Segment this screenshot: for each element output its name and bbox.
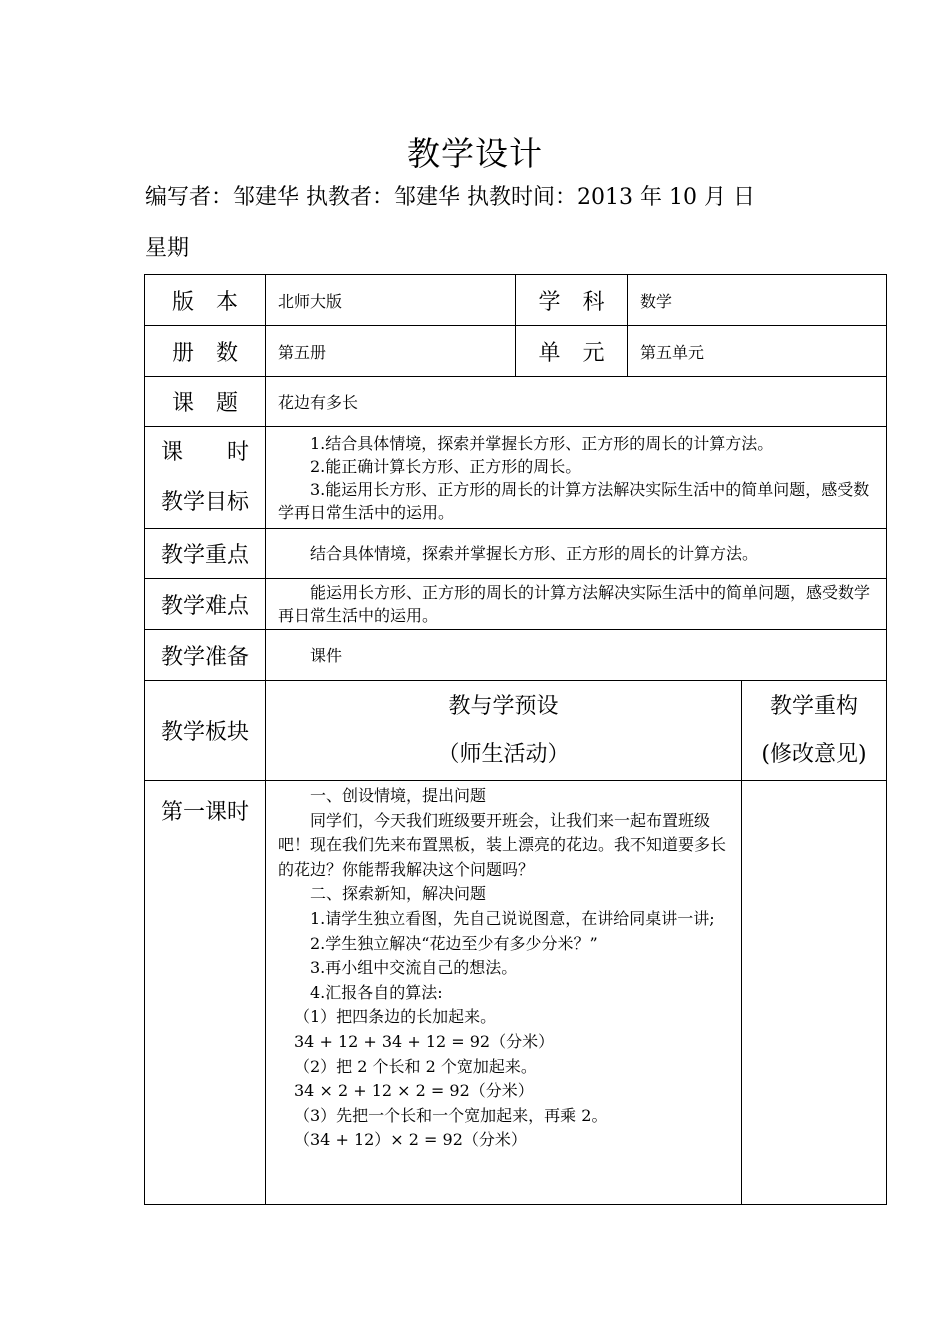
row-first-lesson	[145, 781, 887, 1205]
preparation-value	[266, 630, 887, 681]
goals-label-line1: 课 时	[160, 439, 249, 465]
difficulty-text: 能运用长方形、正方形的周长的计算方法解决实际生活中的简单问题，感受数学再日常生活中的运用。	[278, 583, 871, 625]
topic-label: 课 题	[145, 377, 266, 427]
lesson-line: 一、创设情境，提出问题	[310, 786, 487, 805]
goal-item: 2.能正确计算长方形、正方形的周长。	[310, 456, 582, 476]
row-preparation	[145, 630, 887, 681]
first-lesson-content	[266, 781, 742, 1205]
lesson-plan-table	[144, 274, 887, 1205]
author-line: 编写者：邹建华 执教者：邹建华 执教时间：2013 年 10 月 日	[145, 185, 755, 210]
lesson-line: 4.汇报各自的算法:	[310, 982, 443, 1002]
difficulty-value	[266, 579, 887, 630]
row-edition	[145, 275, 887, 326]
goal-item: 1.结合具体情境，探索并掌握长方形、正方形的周长的计算方法。	[310, 433, 774, 453]
lesson-line: （3）先把一个长和一个宽加起来，再乘 2。	[294, 1105, 608, 1125]
preparation-label: 教学准备	[145, 630, 266, 681]
goal-item: 3.能运用长方形、正方形的周长的计算方法解决实际生活中的简单问题，感受数学再日常生活中的运用。	[278, 479, 870, 522]
subject-label: 学 科	[516, 275, 628, 326]
rebuild-header-line2: (修改意见)	[761, 741, 867, 767]
unit-value: 第五单元	[628, 326, 887, 377]
preset-header-line1: 教与学预设	[448, 693, 559, 719]
row-difficulty	[145, 579, 887, 630]
lesson-line: 2.学生独立解决“花边至少有多少分米？”	[310, 933, 598, 953]
weekday-line: 星期	[145, 236, 190, 261]
row-topic	[145, 377, 887, 427]
preparation-text: 课件	[310, 645, 343, 665]
topic-value: 花边有多长	[266, 377, 887, 427]
preset-header	[266, 681, 742, 781]
lesson-line: 34 × 2 + 12 × 2 = 92（分米）	[294, 1081, 534, 1101]
key-point-label: 教学重点	[145, 529, 266, 579]
volume-value: 第五册	[266, 326, 516, 377]
unit-label: 单 元	[516, 326, 628, 377]
lesson-line: 34 + 12 + 34 + 12 = 92（分米）	[294, 1031, 555, 1051]
lesson-line: 同学们，今天我们班级要开班会，让我们来一起布置班级吧！现在我们先来布置黑板，装上漂亮的花边。我不知道要多长的花边？你能帮我解决这个问题吗？	[278, 810, 727, 879]
rebuild-header-line1: 教学重构	[770, 693, 859, 719]
first-lesson-rebuild-cell	[742, 781, 887, 1205]
difficulty-label: 教学难点	[145, 579, 266, 630]
volume-label: 册 数	[145, 326, 266, 377]
lesson-line: 二、探索新知，解决问题	[310, 884, 487, 904]
first-lesson-label: 第一课时	[145, 781, 266, 1205]
lesson-line: （1）把四条边的长加起来。	[294, 1007, 497, 1027]
subject-value: 数学	[628, 275, 887, 326]
preset-header-line2: （师生活动）	[437, 741, 570, 767]
lesson-line: 3.再小组中交流自己的想法。	[310, 958, 518, 978]
row-goals	[145, 427, 887, 529]
goals-content	[266, 427, 887, 529]
row-volume	[145, 326, 887, 377]
key-point-value	[266, 529, 887, 579]
document-title: 教学设计	[407, 134, 543, 173]
edition-value: 北师大版	[266, 275, 516, 326]
row-key-point	[145, 529, 887, 579]
goals-label	[145, 427, 266, 529]
module-label: 教学板块	[145, 681, 266, 781]
row-module-header	[145, 681, 887, 781]
goals-label-line2: 教学目标	[160, 489, 249, 515]
rebuild-header	[742, 681, 887, 781]
lesson-line: 1.请学生独立看图，先自己说说图意，在讲给同桌讲一讲;	[310, 908, 715, 928]
lesson-line: （34 + 12）× 2 = 92（分米）	[294, 1130, 527, 1150]
key-point-text: 结合具体情境，探索并掌握长方形、正方形的周长的计算方法。	[310, 544, 759, 563]
lesson-line: （2）把 2 个长和 2 个宽加起来。	[294, 1056, 537, 1076]
edition-label: 版 本	[145, 275, 266, 326]
